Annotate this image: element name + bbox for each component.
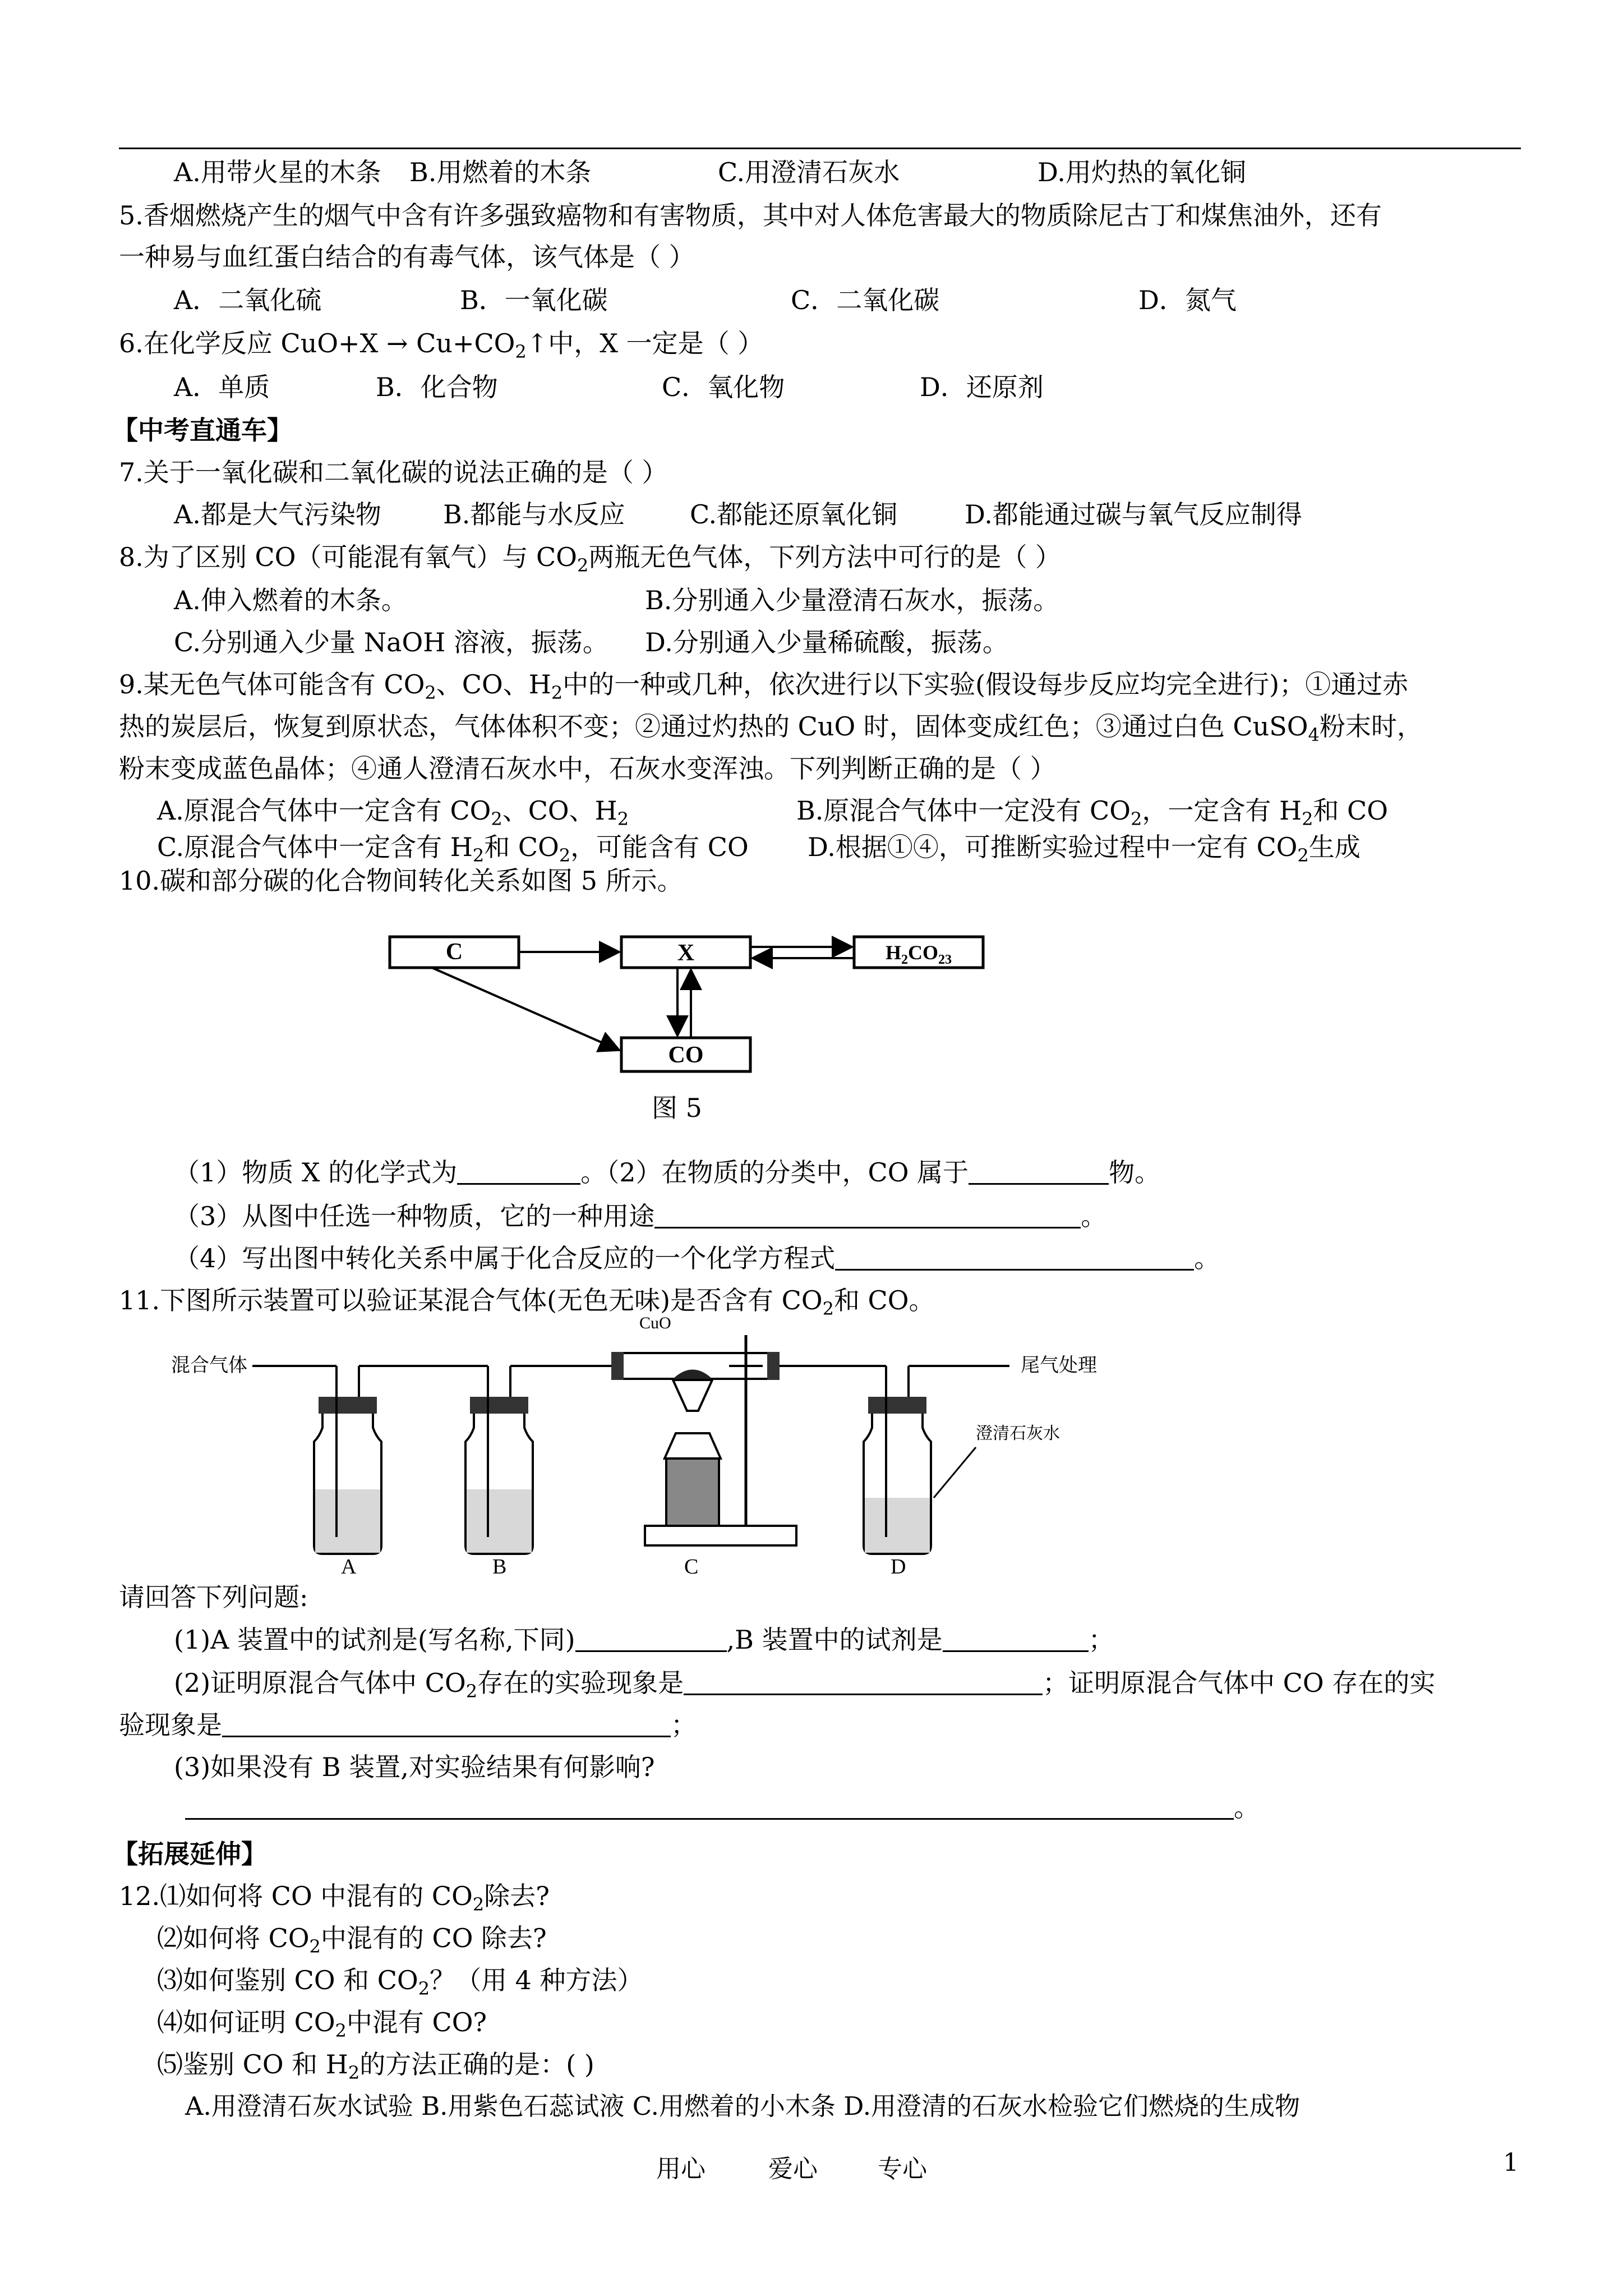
answer-blank-use[interactable] <box>654 1202 1081 1228</box>
option-b: B．一氧化碳 <box>460 285 608 315</box>
q6-stem: 6.在化学反应 $CuO+X \to Cu+CO_2↑$中，X 一定是（ ） <box>119 328 764 362</box>
option-a: A．单质 <box>174 372 270 402</box>
node-h2co3-label: $H_2CO_23$ <box>885 941 952 967</box>
answer-blank-a-reagent[interactable] <box>575 1626 727 1652</box>
answer-blank-co-phenomenon[interactable] <box>222 1711 671 1737</box>
footer-word-1: 用心 <box>656 2155 706 2183</box>
option-c: C.用澄清石灰水 <box>718 157 900 187</box>
mixed-gas-label: 混合气体 <box>171 1355 247 1376</box>
answer-blank-effect[interactable] <box>185 1793 1234 1820</box>
option-b: B.都能与水反应 <box>443 499 625 530</box>
q11-stem: 11.下图所示装置可以验证某混合气体(无色无味)是否含有 $CO_2$和 CO。 <box>119 1285 935 1319</box>
option-a: A.伸入燃着的木条。 <box>174 585 407 615</box>
q4-options <box>174 155 1246 189</box>
cuo-label: CuO <box>639 1314 671 1332</box>
q7-stem: 7.关于一氧化碳和二氧化碳的说法正确的是（ ） <box>119 457 668 487</box>
q8-options-row1 <box>174 583 1059 617</box>
limewater-label: 澄清石灰水 <box>976 1424 1060 1443</box>
option-d: D.根据①④，可推断实验过程中一定有 $CO_2$生成 <box>808 832 1361 866</box>
apparatus-label-a: A <box>341 1555 357 1576</box>
option-b: B．化合物 <box>376 372 498 402</box>
option-d: D.用灼热的氧化铜 <box>1038 157 1246 187</box>
option-d: D.都能通过碳与氧气反应制得 <box>965 499 1302 530</box>
q11-part-2: (2)证明原混合气体中 $CO_2$存在的实验现象是 ；证明原混合气体中 CO 存在的实 <box>174 1668 1436 1702</box>
apparatus-label-b: B <box>492 1555 507 1576</box>
q12-part-2: ⑵如何将 $CO_2$中混有的 CO 除去? <box>157 1923 547 1957</box>
answer-blank-co-class[interactable] <box>969 1158 1109 1185</box>
option-a: A.用带火星的木条 <box>174 157 381 187</box>
answer-blank-co2-phenomenon[interactable] <box>684 1669 1043 1695</box>
tail-gas-label: 尾气处理 <box>1021 1355 1097 1376</box>
bottle-d <box>864 1366 1009 1554</box>
q10-part-3: （3）从图中任选一种物质，它的一种用途 。 <box>174 1201 1107 1231</box>
arrow-c-co <box>432 968 619 1050</box>
q5-stem-2: 一种易与血红蛋白结合的有毒气体，该气体是（ ） <box>119 242 695 272</box>
q12-part-5-options: A.用澄清石灰水试验 B.用紫色石蕊试液 C.用燃着的小木条 D.用澄清的石灰水检验它们燃烧的生成物 <box>185 2091 1301 2121</box>
answer-blank-equation[interactable] <box>835 1244 1194 1271</box>
footer-word-2: 爱心 <box>768 2155 818 2183</box>
apparatus-label-c: C <box>684 1555 699 1576</box>
q10-part-1-2: （1）物质 X 的化学式为 。（2）在物质的分类中，CO 属于 物。 <box>174 1157 1161 1188</box>
q11-ask: 请回答下列问题: <box>119 1582 308 1612</box>
q9-stem-3: 粉末变成蓝色晶体；④通人澄清石灰水中，石灰水变浑浊。下列判断正确的是（ ） <box>119 753 1056 784</box>
q11-part-3-answer: 。 <box>185 1791 1260 1824</box>
answer-blank-b-reagent[interactable] <box>943 1626 1089 1652</box>
heated-tube-c <box>611 1335 886 1545</box>
q9-options-row1 <box>157 794 1388 836</box>
q12-part-3: ⑶如何鉴别 CO 和 $CO_2$？（用 4 种方法） <box>157 1965 643 1999</box>
node-x-label: X <box>677 940 695 966</box>
section-heading-extension: 【拓展延伸】 <box>112 1839 267 1869</box>
option-d: D.分别通入少量稀硫酸，振荡。 <box>645 627 1008 657</box>
q11-part-1: (1)A 装置中的试剂是(写名称,下同) ,B 装置中的试剂是 ； <box>174 1625 1114 1655</box>
figure-5-caption: 图 5 <box>652 1093 702 1123</box>
q10-part-4: （4）写出图中转化关系中属于化合反应的一个化学方程式 。 <box>174 1243 1220 1273</box>
apparatus-label-d: D <box>891 1555 906 1576</box>
q6-options <box>174 370 1044 404</box>
option-d: D．还原剂 <box>920 372 1044 402</box>
option-c: C.原混合气体中一定含有 $H_2$和 $CO_2$，可能含有 CO <box>157 832 749 866</box>
option-c: C.都能还原氧化铜 <box>690 499 898 530</box>
q12-part-1: 12.⑴如何将 CO 中混有的 $CO_2$除去? <box>119 1881 550 1915</box>
q12-part-4: ⑷如何证明 $CO_2$中混有 CO? <box>157 2007 487 2041</box>
footer-word-3: 专心 <box>878 2155 927 2183</box>
q7-options <box>174 498 1302 531</box>
q8-options-row2 <box>174 625 1008 659</box>
option-c: C.分别通入少量 NaOH 溶液，振荡。 <box>174 627 608 657</box>
option-a: A.原混合气体中一定含有 $CO_2$、CO、$H_2$ <box>157 795 629 830</box>
option-b: B.原混合气体中一定没有 $CO_2$，一定含有 $H_2$和 CO <box>796 795 1388 830</box>
option-b: B.用燃着的木条 <box>409 157 592 187</box>
q5-stem-1: 5.香烟燃烧产生的烟气中含有许多强致癌物和有害物质，其中对人体危害最大的物质除尼古丁和煤焦油外，还有 <box>119 200 1382 231</box>
q9-stem-1: 9.某无色气体可能含有 $CO_2$、CO、$H_2$中的一种或几种，依次进行以下实验(假设每步反应均完全进行)；①通过赤 <box>119 669 1409 703</box>
header-rule <box>119 148 1521 149</box>
bottle-a <box>306 1366 435 1554</box>
bottle-b <box>435 1366 617 1554</box>
node-co-label: CO <box>668 1042 704 1068</box>
option-d: D．氮气 <box>1138 285 1237 315</box>
option-c: C．氧化物 <box>662 372 785 402</box>
option-b: B.分别通入少量澄清石灰水，振荡。 <box>645 585 1059 615</box>
q11-part-2-cont: 验现象是 ； <box>119 1710 697 1740</box>
q8-stem: 8.为了区别 CO（可能混有氧气）与 $CO_2$两瓶无色气体，下列方法中可行的是（ ） <box>119 542 1061 576</box>
q10-stem: 10.碳和部分碳的化合物间转化关系如图 5 所示。 <box>119 866 683 896</box>
section-heading-zhongkao: 【中考直通车】 <box>112 415 293 445</box>
q12-part-5: ⑸鉴别 CO 和 $H_2$的方法正确的是：( ) <box>157 2049 594 2083</box>
q9-stem-2: 热的炭层后，恢复到原状态，气体体积不变；②通过灼热的 CuO 时，固体变成红色；③通过白色 CuSO$_4$粉末时， <box>119 711 1423 746</box>
answer-blank-x[interactable] <box>457 1158 580 1185</box>
page-number: 1 <box>1503 2148 1519 2177</box>
node-c-label: C <box>445 939 463 965</box>
option-c: C．二氧化碳 <box>791 285 940 315</box>
q11-apparatus-diagram <box>168 1313 1122 1576</box>
q11-part-3: (3)如果没有 B 装置,对实验结果有何影响? <box>174 1752 655 1782</box>
q5-options <box>174 283 1237 317</box>
option-a: A．二氧化硫 <box>174 285 322 315</box>
option-a: A.都是大气污染物 <box>174 499 381 530</box>
